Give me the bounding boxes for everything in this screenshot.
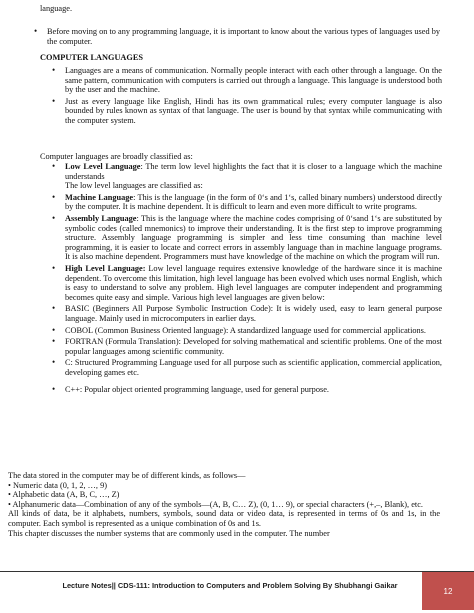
data-kinds-line: • Alphanumeric data—Combination of any of the symbols—(A, B, C… Z), (0, 1… 9), or special characters (+,–, Blank), etc. [8, 499, 423, 509]
classification-item [52, 214, 442, 262]
item-text: : This is the language (in the form of 0‘s and 1‘s, called binary numbers) understood directly by the computer. It is machine dependent. It is difficult to learn and even more difficult to write programs. [65, 192, 442, 212]
item-term: Assembly Language [65, 213, 137, 223]
language-item: • COBOL (Common Business Oriented language): A standardized language used for commercial applications. [52, 326, 442, 336]
data-kinds-line: • Alphabetic data (A, B, C, …, Z) [8, 490, 120, 500]
language-item: • FORTRAN (Formula Translation): Developed for solving mathematical and scientific problems. One of the most popular languages among scientific community. [52, 337, 442, 356]
language-item: • C++: Popular object oriented programming language, used for general purpose. [52, 385, 442, 395]
data-kinds-intro: The data stored in the computer may be of different kinds, as follows— [8, 471, 246, 480]
intro-bullet-list [34, 27, 440, 46]
item-text: : The term low level highlights the fact that it is closer to a language which the machine understands [65, 162, 442, 181]
classification-item [52, 193, 442, 212]
classification-item [52, 264, 442, 302]
data-kinds-paragraph: All kinds of data, be it alphabets, numbers, symbols, sound data or video data, is represented in terms of 0s and 1s, in the computer. Each symbol is represented as a unique combination of 0s and 1s. [8, 509, 440, 528]
data-kinds-section [8, 471, 440, 538]
section-heading: COMPUTER LANGUAGES [40, 53, 144, 62]
page-footer [0, 571, 474, 610]
classification-item [52, 162, 442, 191]
item-text: Low level language requires extensive knowledge of the hardware since it is machine dependent. To overcome this limitation, high level language has been evolved which uses normal English, which is easy to understand to solve any problem. High level languages are computer independent and programming becomes quite easy and simple. Various high level languages are given below: [65, 263, 443, 302]
section-bullet: • Just as every language like English, Hindi has its own grammatical rules; every computer language is also bounded by rules known as syntax of that language. The user is bound by that syntax while communicating with the computer system. [52, 97, 442, 126]
item-term: Machine Language [65, 192, 134, 202]
item-term: Low Level Language [65, 162, 141, 171]
classification-intro: Computer languages are broadly classified as: [40, 152, 193, 161]
page-number-badge: 12 [422, 572, 474, 610]
language-item: • BASIC (Beginners All Purpose Symbolic Instruction Code): It is widely used, easy to learn general purpose language. Mainly used in microcomputers in earlier days. [52, 304, 442, 323]
data-kinds-paragraph: This chapter discusses the number systems that are commonly used in the computer. The number [8, 528, 330, 538]
section-bullet-list [52, 66, 442, 128]
item-text: : This is the language where the machine codes comprising of 0‘sand 1‘s are substituted by symbolic codes (called mnemonics) to improve their understanding. It is the first step to improve programming structure. Assembly language programming is simpler and less time consuming than machine level programming, it is easier to locate and correct errors in assembly language than in machine language programs. It is also machine dependent. Programmers must have knowledge of the machine on which the program will run. [65, 213, 442, 262]
language-item: • C: Structured Programming Language used for all purpose such as scientific application, commercial application, developing games etc. [52, 358, 442, 377]
intro-line: language. [40, 4, 73, 13]
classification-list [52, 162, 442, 397]
data-kinds-line: • Numeric data (0, 1, 2, …, 9) [8, 480, 107, 490]
intro-bullet: • Before moving on to any programming language, it is important to know about the various types of languages used by the computer. [34, 27, 440, 46]
item-extra: The low level languages are classified as: [65, 181, 203, 191]
item-term: High Level Language: [65, 263, 146, 273]
footer-text: Lecture Notes|| CDS-111: Introduction to Computers and Problem Solving By Shubhangi Gaikar [62, 581, 398, 590]
section-bullet: • Languages are a means of communication. Normally people interact with each other through a language. On the same pattern, communication with computers is carried out through a language. This language is understood both by the user and the machine. [52, 66, 442, 95]
